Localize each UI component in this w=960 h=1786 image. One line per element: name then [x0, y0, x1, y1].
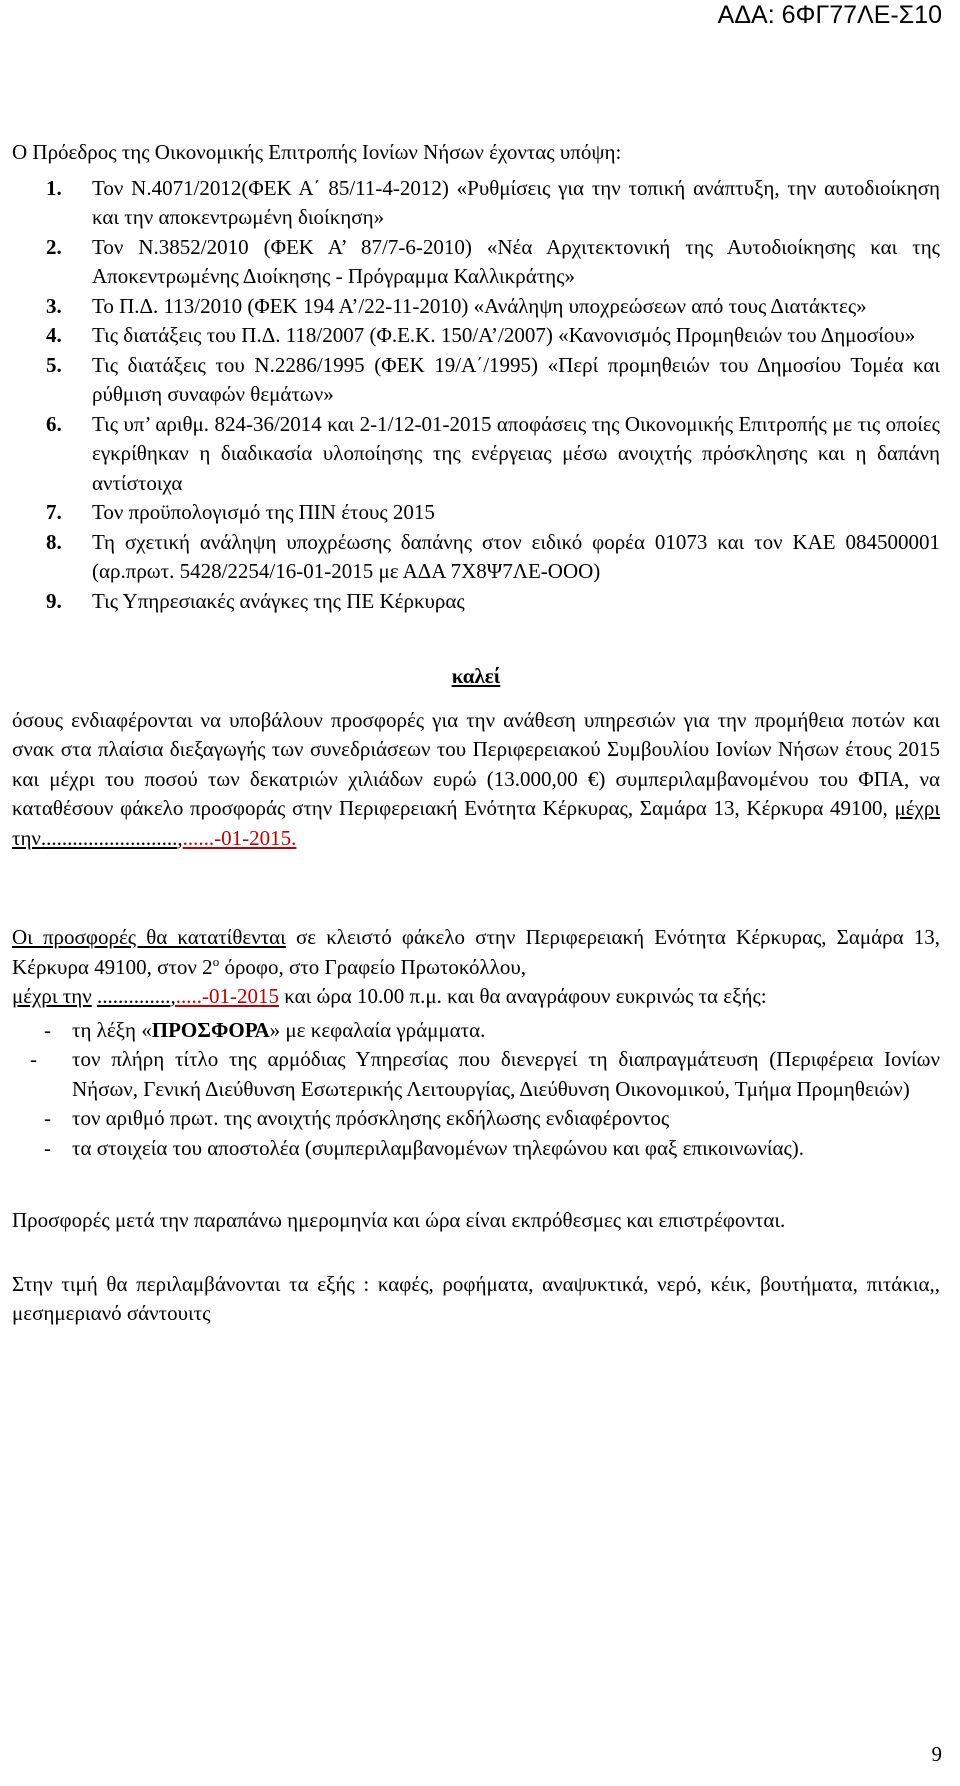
- ada-identifier: ΑΔΑ: 6ΦΓ77ΛΕ-Σ10: [717, 1, 942, 29]
- envelope-requirements-list: [12, 1016, 940, 1164]
- list-item: 8. Τη σχετική ανάληψη υποχρέωσης δαπάνης στον ειδικό φορέα 01073 και τον ΚΑΕ 084500001 (αρ.πρωτ. 5428/2254/16-01-2015 με ΑΔΑ 7Χ8Ψ7ΛΕ-ΟΟΟ): [46, 529, 940, 583]
- intro-line: Ο Πρόεδρος της Οικονομικής Επιτροπής Ιονίων Νήσων έχοντας υπόψη:: [12, 140, 622, 164]
- invitation-paragraph: όσους ενδιαφέρονται να υποβάλουν προσφορές για την ανάθεση υπηρεσιών για την προμήθεια ποτών και σνακ στα πλαίσια διεξαγωγής των συνεδριάσεων του Περιφερειακού Συμβουλίου Ιονίων Νήσων έτους 2015 και μέχρι του ποσού των δεκατριών χιλιάδων ευρώ (13.000,00 €) συμπεριλαμβανομένου του ΦΠΑ, να καταθέσουν φάκελο προσφοράς στην Περιφερειακή Ενότητα Κέρκυρας, Σαμάρα 13, Κέρκυρα 49100, μέχρι την..........................,......-01-2015.: [12, 707, 941, 850]
- list-item: - τον πλήρη τίτλο της αρμόδιας Υπηρεσίας που διενεργεί τη διαπραγμάτευση (Περιφέρεια Ιονίων Νήσων, Γενική Διεύθυνση Εσωτερικής Λειτουργίας, Διεύθυνση Οικονομικού, Τμήμα Προμηθειών): [30, 1047, 940, 1101]
- list-item: 2. Τον Ν.3852/2010 (ΦΕΚ Α’ 87/7-6-2010) «Νέα Αρχιτεκτονική της Αυτοδιοίκησης και της Αποκεντρωμένης Διοίκησης - Πρόγραμμα Καλλικράτης»: [46, 234, 940, 288]
- list-item: 9. Τις Υπηρεσιακές ανάγκες της ΠΕ Κέρκυρας: [46, 588, 465, 613]
- list-item: 6. Τις υπ’ αριθμ. 824-36/2014 και 2-1/12-01-2015 αποφάσεις της Οικονομικής Επιτροπής με τις οποίες εγκρίθηκαν η διαδικασία υλοποίησης της ενέργειας μέσω ανοιχτής πρόσκλησης και η δαπάνη αντίστοιχα: [46, 411, 940, 495]
- list-item: 4. Τις διατάξεις του Π.Δ. 118/2007 (Φ.Ε.Κ. 150/Α’/2007) «Κανονισμός Προμηθειών του Δημοσίου»: [46, 323, 916, 347]
- considerations-list: [12, 174, 940, 617]
- list-item: - τη λέξη «ΠΡΟΣΦΟΡΑ» με κεφαλαία γράμματα.: [44, 1017, 486, 1042]
- page-number: 9: [931, 1742, 942, 1766]
- list-item: 3. Το Π.Δ. 113/2010 (ΦΕΚ 194 Α’/22-11-2010) «Ανάληψη υποχρεώσεων από τους Διατάκτες»: [46, 293, 867, 318]
- submission-paragraph: Οι προσφορές θα κατατίθενται σε κλειστό φάκελο στην Περιφερειακή Ενότητα Κέρκυρας, Σαμάρα 13, Κέρκυρα 49100, στον $2^o$ όροφο, στο Γραφείο Πρωτοκόλλου, μέχρι την ..............,.....-01-2015 και ώρα 10.00 π.μ. και θα αναγράφουν ευκρινώς τα εξής:: [12, 925, 940, 1008]
- list-item: 5. Τις διατάξεις του Ν.2286/1995 (ΦΕΚ 19/Α΄/1995) «Περί προμηθειών του Δημοσίου Τομέα και ρύθμιση συναφών θεμάτων»: [46, 352, 940, 406]
- list-item: - τον αριθμό πρωτ. της ανοιχτής πρόσκλησης εκδήλωσης ενδιαφέροντος: [44, 1106, 670, 1130]
- deadline-prefix: μέχρι την: [12, 796, 941, 850]
- list-item: 1. Τον Ν.4071/2012(ΦΕΚ Α΄ 85/11-4-2012) «Ρυθμίσεις για την τοπική ανάπτυξη, την αυτοδιοίκηση και την αποκεντρωμένη διοίκηση»: [46, 175, 940, 229]
- document-body: [12, 138, 940, 1329]
- price-includes-paragraph: Στην τιμή θα περιλαμβάνονται τα εξής : καφές, ροφήματα, αναψυκτικά, νερό, κέικ, βουτήματα, πιτάκια,, μεσημεριανό σάντουιτς: [12, 1271, 940, 1325]
- late-offers-paragraph: Προσφορές μετά την παραπάνω ημερομηνία και ώρα είναι εκπρόθεσμες και επιστρέφονται.: [12, 1208, 786, 1232]
- list-item: - τα στοιχεία του αποστολέα (συμπεριλαμβανομένων τηλεφώνου και φαξ επικοινωνίας).: [44, 1135, 805, 1160]
- submission-deadline-date: .....-01-2015: [175, 984, 279, 1008]
- deadline-date: ......-01-2015.: [182, 825, 297, 850]
- kalei-heading: καλεί: [451, 664, 501, 688]
- list-item: 7. Τον προϋπολογισμό της ΠΙΝ έτους 2015: [46, 500, 435, 524]
